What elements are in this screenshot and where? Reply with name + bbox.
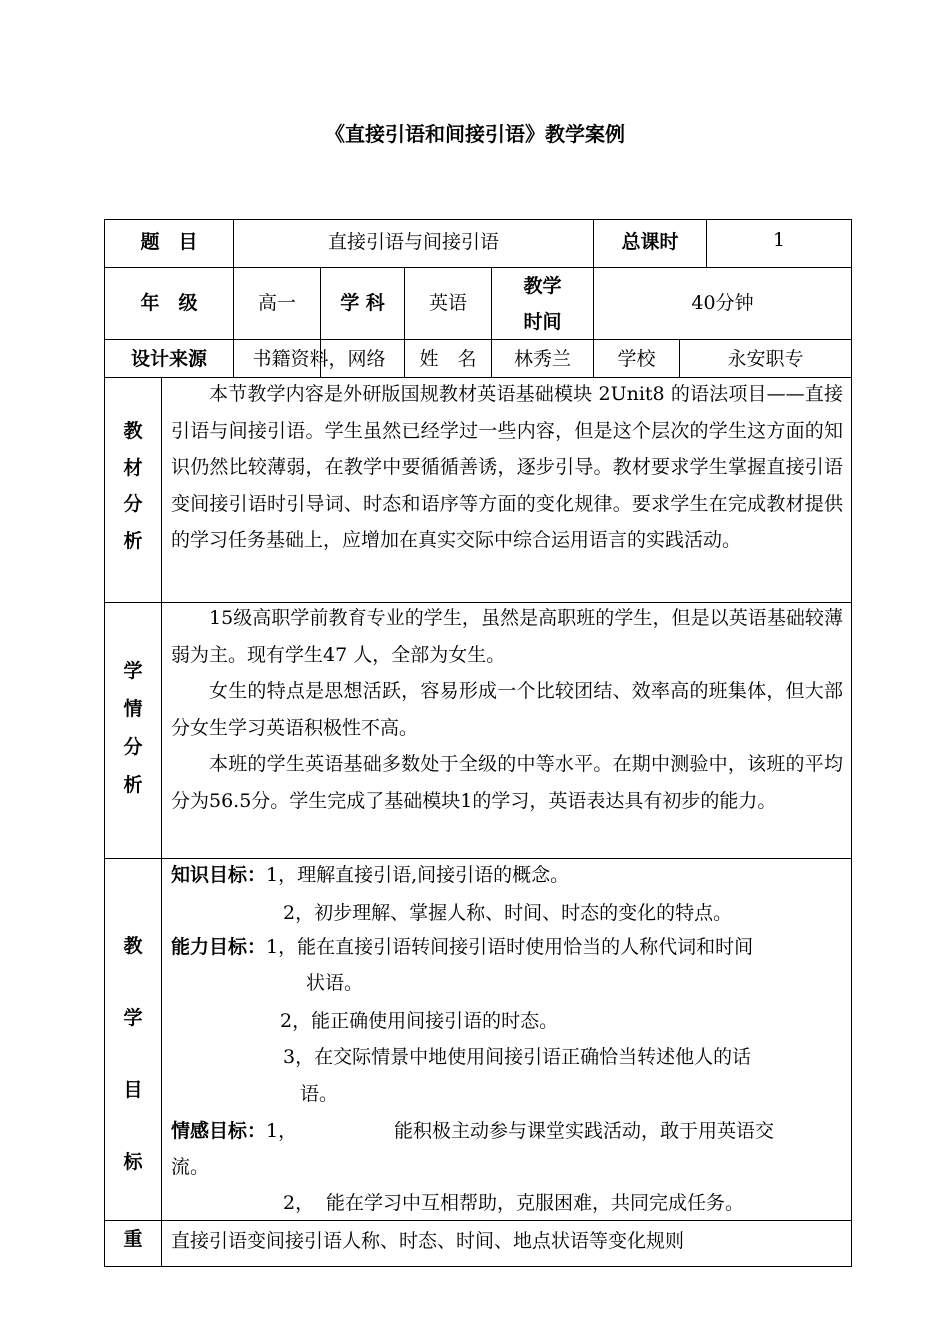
topic-value: 直接引语与间接引语	[327, 230, 499, 253]
ability-goal-3: 3，在交际情景中地使用间接引语正确恰当转述他人的话	[283, 1046, 752, 1068]
student-analysis-p2: 女生的特点是思想活跃，容易形成一个比较团结、效率高的班集体，但大部分女生学习英语积极性不高。	[171, 680, 843, 739]
name-label: 姓 名	[419, 347, 477, 370]
material-analysis-text: 本节教学内容是外研版国规教材英语基础模块 2Unit8 的语法项目——直接引语与间接引语。学生虽然已经学过一些内容，但是这个层次的学生这方面的知识仍然比较薄弱，在教学中要循循善诱，逐步引导。教材要求学生掌握直接引语变间接引语时引导词、时态和语序等方面的变化规律。要求学生在完成教材提供的学习任务基础上，应增加在真实交际中综合运用语言的实践活动。	[171, 383, 843, 551]
emotion-goal-1-cont: 流。	[171, 1156, 210, 1178]
document-title: 《直接引语和间接引语》教学案例	[325, 122, 625, 146]
design-source-label: 设计来源	[130, 347, 207, 370]
name-value: 林秀兰	[513, 347, 571, 370]
teaching-time-label	[492, 268, 593, 339]
design-source-value: 书籍资料，网络	[252, 347, 386, 370]
subject-value: 英语	[428, 291, 467, 314]
total-hours-value: 1	[772, 229, 786, 251]
grade-value: 高一	[257, 291, 296, 314]
ability-goal-1-cont: 状语。	[306, 972, 364, 994]
ability-goal-2: 2，能正确使用间接引语的时态。	[280, 1010, 559, 1032]
teaching-goals-label: 教 学 目 标	[123, 935, 143, 1173]
student-analysis-label: 学 情 分 析	[123, 660, 143, 796]
ability-goal-3-cont: 语。	[300, 1083, 339, 1105]
emotion-goal-1-text: 能积极主动参与课堂实践活动，敢于用英语交	[394, 1120, 775, 1142]
total-hours-label: 总课时	[621, 230, 679, 253]
school-value: 永安职专	[727, 347, 804, 370]
grade-label: 年 级	[140, 291, 198, 314]
emotion-goal-label: 情感目标：	[171, 1120, 267, 1142]
school-label: 学校	[617, 347, 656, 370]
subject-label: 学 科	[340, 291, 385, 314]
key-points-text: 直接引语变间接引语人称、时态、时间、地点状语等变化规则	[171, 1230, 685, 1252]
knowledge-goal-label: 知识目标：	[171, 864, 267, 886]
key-points-label: 重	[123, 1227, 143, 1250]
emotion-goal-2-text: 能在学习中互相帮助，克服困难，共同完成任务。	[326, 1192, 745, 1214]
topic-label: 题 目	[140, 230, 198, 253]
student-analysis-p1: 15级高职学前教育专业的学生，虽然是高职班的学生，但是以英语基础较薄弱为主。现有学生47 人，全部为女生。	[171, 607, 843, 666]
student-analysis-p3: 本班的学生英语基础多数处于全级的中等水平。在期中测验中，该班的平均分为56.5分。学生完成了基础模块1的学习，英语表达具有初步的能力。	[171, 753, 843, 812]
ability-goal-1: 能力目标：1，能在直接引语转间接引语时使用恰当的人称代词和时间	[171, 936, 754, 958]
teaching-time-label-line1: 教学	[523, 274, 562, 297]
knowledge-goal-1: 知识目标：1，理解直接引语,间接引语的概念。	[171, 864, 570, 886]
ability-goal-label: 能力目标：	[171, 936, 267, 958]
knowledge-goal-2: 2，初步理解、掌握人称、时间、时态的变化的特点。	[283, 902, 733, 924]
emotion-goal-1: 情感目标：1，	[171, 1120, 298, 1142]
material-analysis-label: 教 材 分 析	[123, 420, 143, 552]
emotion-goal-2-num: 2，	[283, 1192, 315, 1214]
teaching-time-label-line2: 时间	[523, 310, 562, 333]
teaching-time-value: 40分钟	[691, 291, 754, 314]
